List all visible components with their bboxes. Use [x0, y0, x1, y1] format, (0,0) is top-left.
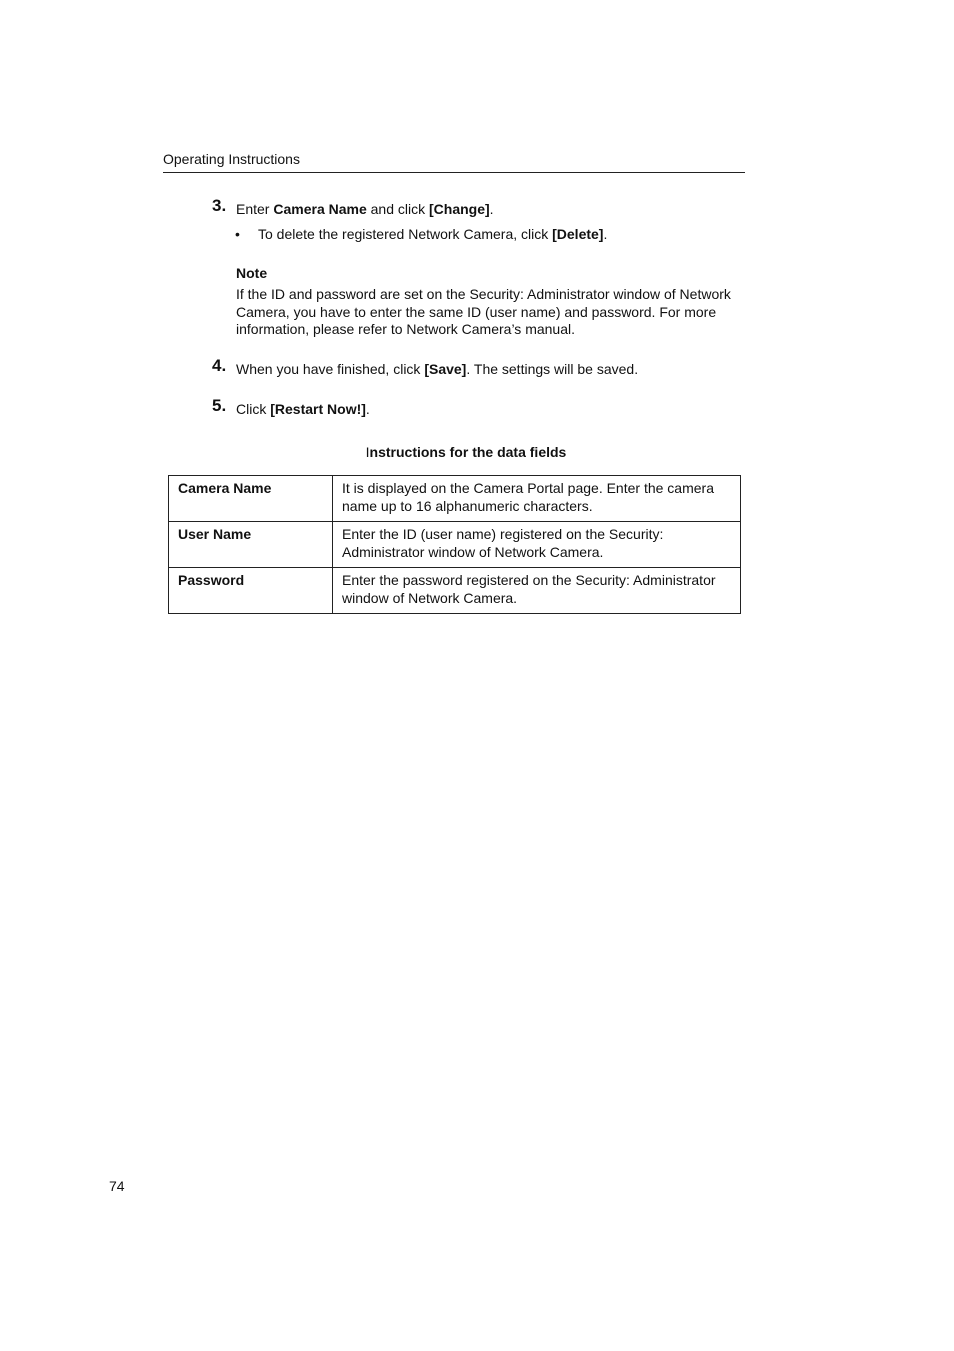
field-name-cell: Password [169, 568, 333, 614]
step-text-part: . [365, 401, 370, 417]
step-text-part: Enter [236, 201, 274, 217]
page-number: 74 [109, 1178, 125, 1194]
step-text-part: Click [236, 401, 271, 417]
note-title: Note [236, 265, 268, 281]
bullet-text [258, 226, 607, 244]
step-text [236, 401, 370, 419]
bullet-text-part: . [603, 226, 608, 242]
running-header: Operating Instructions [163, 151, 300, 167]
field-description-cell: Enter the ID (user name) registered on the Security: Administrator window of Network Camera. [333, 522, 741, 568]
ui-term-save-button: [Save] [424, 361, 467, 377]
bullet-icon: • [235, 226, 240, 242]
table-caption [168, 444, 764, 462]
data-fields-table [168, 475, 741, 614]
field-description-cell: It is displayed on the Camera Portal page. Enter the camera name up to 16 alphanumeric characters. [333, 476, 741, 522]
note-body: If the ID and password are set on the Security: Administrator window of Network Camera, you have to enter the same ID (user name) and password. For more information, please refer to Network Camera’s manual. [236, 286, 731, 337]
field-name-cell: User Name [169, 522, 333, 568]
step-text-part: When you have finished, click [236, 361, 425, 377]
step-number: 3. [212, 196, 227, 215]
step-text-part: and click [366, 201, 429, 217]
table-row [169, 568, 741, 614]
field-description-cell: Enter the password registered on the Security: Administrator window of Network Camera. [333, 568, 741, 614]
step-text-part: . [489, 201, 494, 217]
header-rule [163, 172, 745, 173]
step-number: 5. [212, 396, 227, 415]
step-text-part: . The settings will be saved. [466, 361, 639, 377]
step-number: 4. [212, 356, 227, 375]
step-text [236, 361, 638, 379]
bullet-text-part: To delete the registered Network Camera, click [258, 226, 553, 242]
caption-initial: I [365, 444, 370, 460]
caption-rest: nstructions for the data fields [369, 444, 567, 460]
field-name-cell: Camera Name [169, 476, 333, 522]
table-row [169, 522, 741, 568]
ui-term-restart-now-button: [Restart Now!] [270, 401, 366, 417]
table-row [169, 476, 741, 522]
ui-term-camera-name: Camera Name [273, 201, 367, 217]
ui-term-change-button: [Change] [429, 201, 490, 217]
ui-term-delete-button: [Delete] [552, 226, 604, 242]
step-text [236, 201, 494, 219]
